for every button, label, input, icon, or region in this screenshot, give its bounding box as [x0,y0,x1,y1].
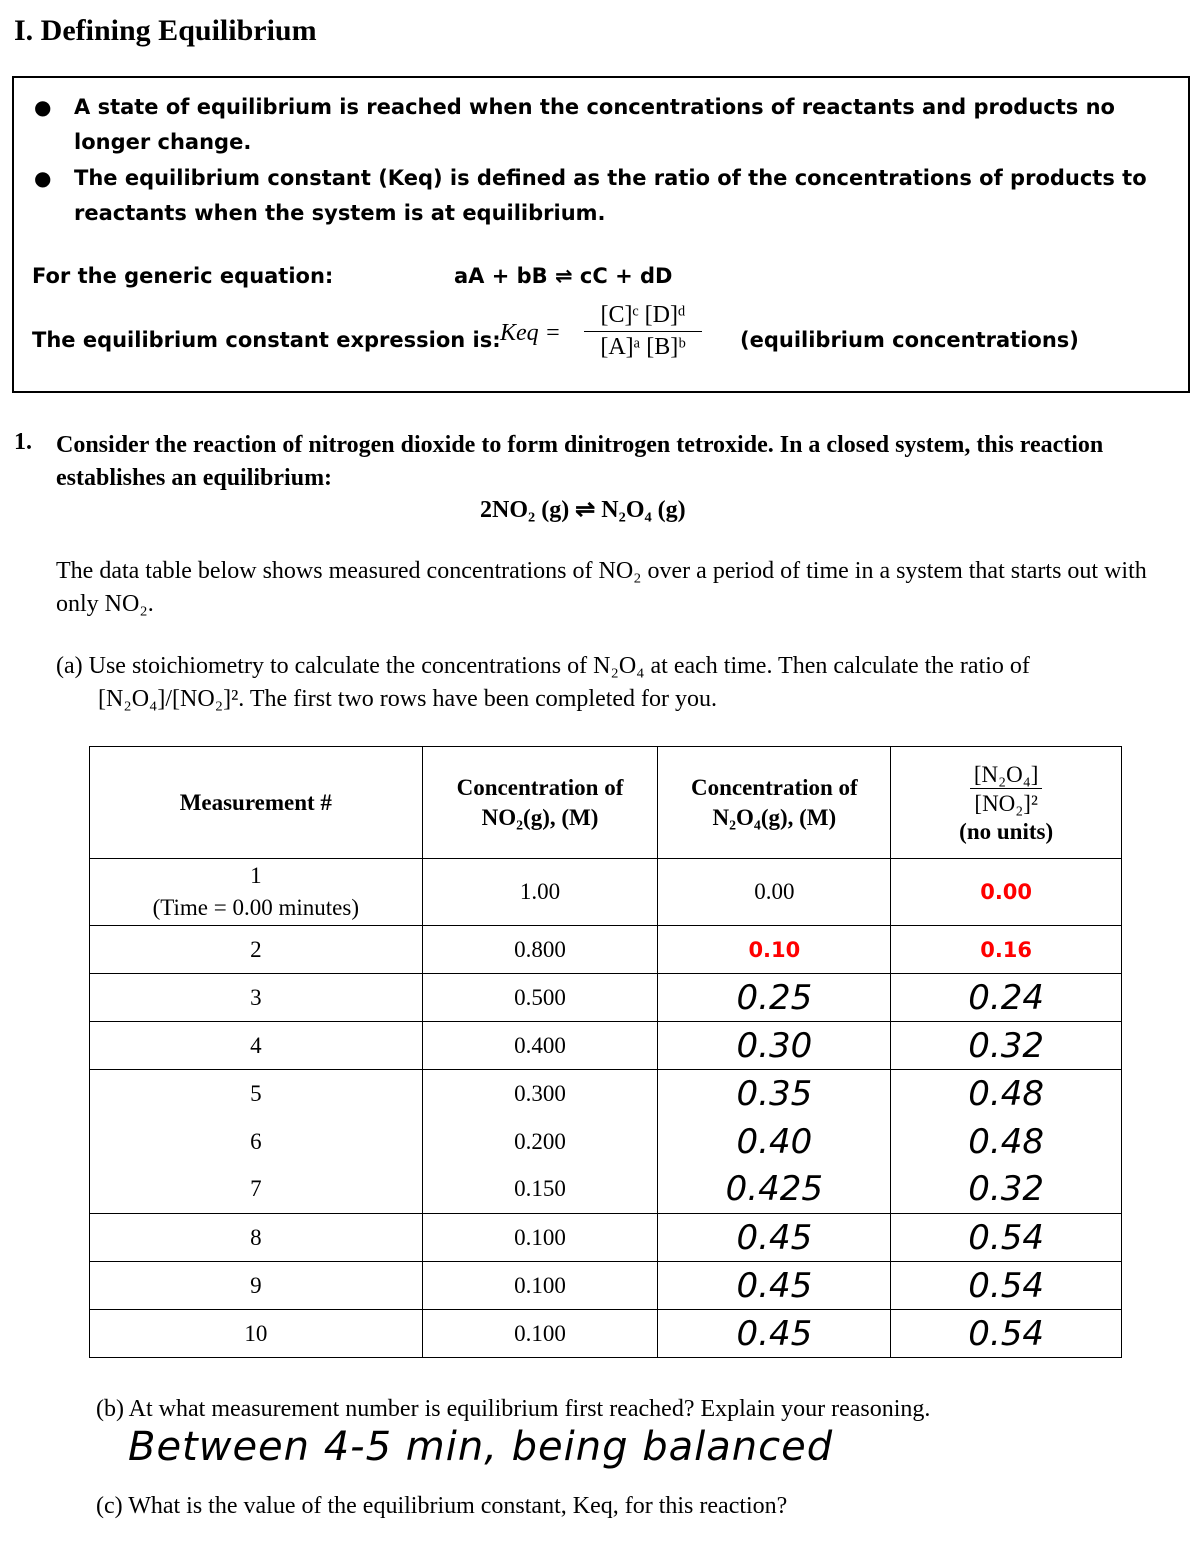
cell-measurement: 8 [90,1214,423,1262]
cell-measurement: 4 [90,1022,423,1070]
ratio-units: (no units) [959,818,1054,844]
typed-answer: 0.16 [980,937,1033,962]
cell-no2: 0.150 [422,1166,658,1214]
cell-ratio [891,1070,1122,1118]
data-table [89,746,1122,1358]
cell-measurement [90,859,423,926]
cell-ratio [891,1166,1122,1214]
cell-measurement: 3 [90,974,423,1022]
cell-n2o4 [658,1262,891,1310]
question-text: Consider the reaction of nitrogen dioxide to form dinitrogen tetroxide. In a closed system, this reaction establishes an equilibrium: [56,432,1104,491]
cell-n2o4: 0.00 [658,859,891,926]
handwritten-answer: 0.24 [968,977,1044,1018]
handwritten-answer: 0.54 [968,1313,1044,1354]
generic-equation-label: For the generic equation: [32,264,334,288]
cell-n2o4 [658,1310,891,1358]
keq-fraction [584,302,702,361]
cell-n2o4 [658,1166,891,1214]
cell-no2: 0.400 [422,1022,658,1070]
keq-numerator: [C]ᶜ [D]ᵈ [584,302,702,332]
cell-n2o4 [658,1214,891,1262]
cell-ratio [891,1022,1122,1070]
cell-ratio [891,1262,1122,1310]
table-row [90,1214,1122,1262]
keq-denominator: [A]ᵃ [B]ᵇ [600,334,686,360]
measurement-number: 1 [250,863,262,888]
bullet-text: The equilibrium constant (Keq) is defined as the ratio of the concentrations of products to reactants when the system is at equilibrium. [74,166,1147,225]
table-row [90,1070,1122,1118]
reaction-equation: 2NO₂ (g) ⇌ N₂O₄ (g) [480,497,686,523]
cell-ratio [891,1118,1122,1166]
cell-n2o4 [658,1118,891,1166]
cell-measurement: 5 [90,1070,423,1118]
bullet-dot-icon: ● [34,166,52,190]
handwritten-answer: 0.25 [736,977,813,1018]
cell-ratio [891,926,1122,974]
part-b-prompt: (b) At what measurement number is equilibrium first reached? Explain your reasoning. [96,1396,931,1422]
cell-no2: 1.00 [422,859,658,926]
cell-no2: 0.100 [422,1214,658,1262]
cell-measurement: 6 [90,1118,423,1166]
cell-ratio [891,1310,1122,1358]
definition-box [12,76,1190,393]
handwritten-answer: 0.54 [968,1217,1044,1258]
handwritten-answer: 0.48 [968,1121,1044,1162]
handwritten-answer: 0.35 [736,1073,813,1114]
keq-symbol: Keq = [500,320,561,346]
cell-ratio [891,974,1122,1022]
part-a-prompt: (a) Use stoichiometry to calculate the concentrations of N₂O₄ at each time. Then calculate the ratio of [N₂O₄]/[NO₂]². The first two rows have been completed for you. [56,653,1030,712]
handwritten-answer: 0.30 [736,1025,813,1066]
handwritten-answer: 0.45 [736,1265,813,1306]
ratio-denominator: [NO₂]² [974,790,1038,816]
cell-n2o4 [658,926,891,974]
cell-no2: 0.100 [422,1310,658,1358]
cell-n2o4 [658,1070,891,1118]
section-title: I. Defining Equilibrium [14,14,317,47]
cell-measurement: 9 [90,1262,423,1310]
table-row [90,1262,1122,1310]
table-header-row [90,747,1122,859]
data-paragraph: The data table below shows measured concentrations of NO₂ over a period of time in a system that starts out with only NO₂. [56,558,1147,617]
cell-n2o4 [658,974,891,1022]
handwritten-answer: 0.54 [968,1265,1044,1306]
definition-bullet [34,90,1174,160]
definition-bullet [34,161,1174,231]
cell-measurement: 2 [90,926,423,974]
question-number: 1. [14,429,32,455]
cell-no2: 0.300 [422,1070,658,1118]
cell-n2o4 [658,1022,891,1070]
cell-measurement: 7 [90,1166,423,1214]
part-c-prompt: (c) What is the value of the equilibrium constant, Keq, for this reaction? [96,1493,788,1519]
bullet-dot-icon: ● [34,95,52,119]
table-row [90,859,1122,926]
cell-no2: 0.800 [422,926,658,974]
table-row [90,1166,1122,1214]
table-row [90,1022,1122,1070]
ratio-numerator: [N₂O₄] [970,762,1043,789]
typed-answer: 0.00 [980,880,1033,904]
header-n2o4: Concentration of N₂O₄(g), (M) [658,747,891,859]
handwritten-answer: 0.48 [968,1073,1044,1114]
measurement-time: (Time = 0.00 minutes) [152,895,359,920]
handwritten-answer: 0.45 [736,1217,813,1258]
header-ratio [891,747,1122,859]
typed-answer: 0.10 [748,937,801,962]
table-row [90,1118,1122,1166]
cell-no2: 0.100 [422,1262,658,1310]
generic-equation: aA + bB ⇌ cC + dD [454,264,673,288]
table-row [90,974,1122,1022]
expression-label: The equilibrium constant expression is: [32,328,501,352]
cell-ratio [891,859,1122,926]
header-measurement: Measurement # [90,747,423,859]
header-no2: Concentration of NO₂(g), (M) [422,747,658,859]
table-row [90,926,1122,974]
handwritten-answer-b: Between 4-5 min, being balanced [128,1424,834,1470]
handwritten-answer: 0.425 [725,1169,824,1210]
cell-ratio [891,1214,1122,1262]
cell-no2: 0.500 [422,974,658,1022]
handwritten-answer: 0.45 [736,1313,813,1354]
table-row [90,1310,1122,1358]
cell-measurement: 10 [90,1310,423,1358]
handwritten-answer: 0.32 [968,1025,1044,1066]
bullet-text: A state of equilibrium is reached when the concentrations of reactants and products no longer change. [74,95,1115,154]
handwritten-answer: 0.32 [968,1169,1044,1210]
cell-no2: 0.200 [422,1118,658,1166]
expression-note: (equilibrium concentrations) [740,328,1079,352]
handwritten-answer: 0.40 [736,1121,813,1162]
